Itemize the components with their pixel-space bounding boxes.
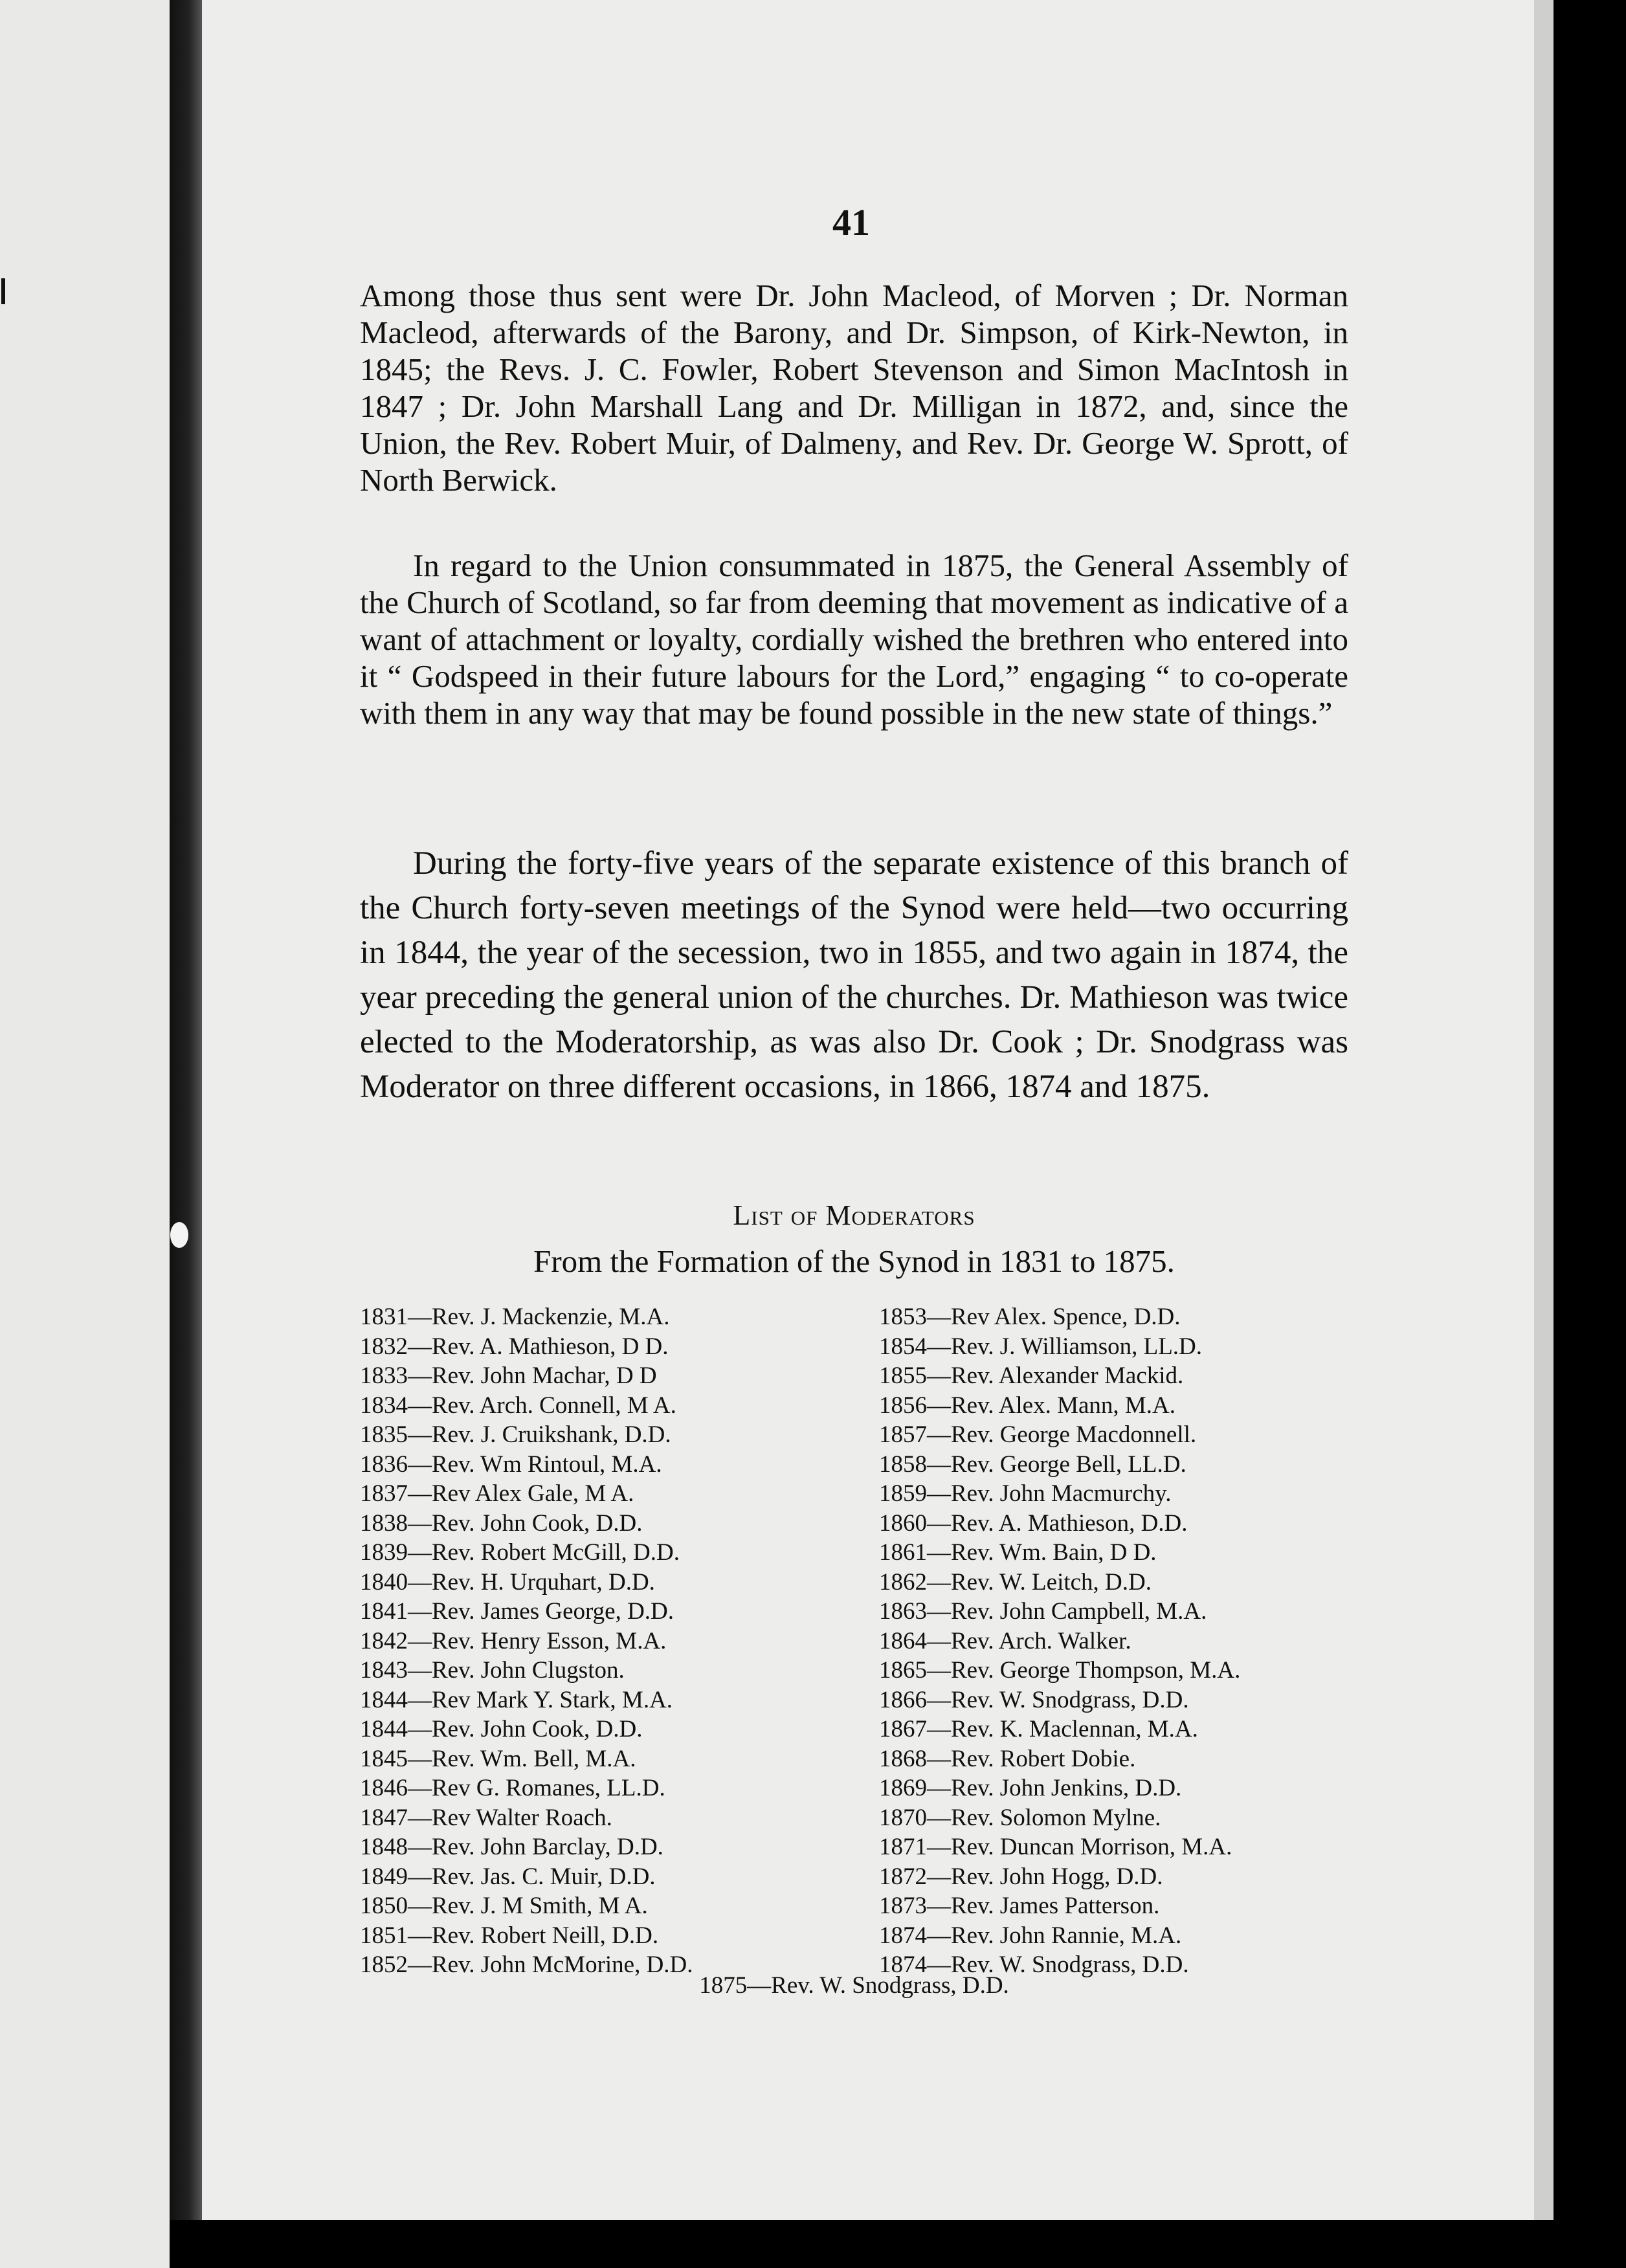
moderator-entry: 1858—Rev. George Bell, LL.D. bbox=[879, 1451, 1186, 1478]
moderator-entry: 1866—Rev. W. Snodgrass, D.D. bbox=[879, 1686, 1189, 1713]
moderator-entry: 1851—Rev. Robert Neill, D.D. bbox=[360, 1922, 659, 1949]
final-moderator-entry: 1875—Rev. W. Snodgrass, D.D. bbox=[699, 1972, 1009, 1999]
moderator-entry: 1855—Rev. Alexander Mackid. bbox=[879, 1362, 1184, 1389]
moderator-entry: 1864—Rev. Arch. Walker. bbox=[879, 1627, 1131, 1654]
moderator-entry: 1874—Rev. John Rannie, M.A. bbox=[879, 1922, 1182, 1949]
page-edge-shadow bbox=[1534, 0, 1554, 2220]
moderator-entry: 1868—Rev. Robert Dobie. bbox=[879, 1745, 1136, 1772]
moderator-entry: 1857—Rev. George Macdonnell. bbox=[879, 1421, 1197, 1448]
moderator-entry: 1832—Rev. A. Mathieson, D D. bbox=[360, 1333, 669, 1360]
moderator-entry: 1847—Rev Walter Roach. bbox=[360, 1804, 612, 1831]
moderator-entry: 1870—Rev. Solomon Mylne. bbox=[879, 1804, 1161, 1831]
moderator-entry: 1850—Rev. J. M Smith, M A. bbox=[360, 1893, 648, 1919]
moderator-entry: 1853—Rev Alex. Spence, D.D. bbox=[879, 1304, 1181, 1330]
moderator-entry: 1874—Rev. W. Snodgrass, D.D. bbox=[879, 1951, 1189, 1978]
moderator-entry: 1845—Rev. Wm. Bell, M.A. bbox=[360, 1745, 636, 1772]
paragraph-3-text: During the forty-five years of the separate existence of this branch of the Church forty-seven meetings of the Synod were held—two occurring in 1844, the year of the secession, two in 1855, and two again in 1874, the year preceding the general union of the churches. Dr. Mathieson was twice elected to the Moderatorship, as was also Dr. Cook ; Dr. Snodgrass was Moderator on three different occasions, in 1866, 1874 and 1875. bbox=[360, 845, 1348, 1105]
paper-speck bbox=[170, 1222, 188, 1248]
moderator-entry: 1836—Rev. Wm Rintoul, M.A. bbox=[360, 1451, 662, 1478]
moderator-entry: 1865—Rev. George Thompson, M.A. bbox=[879, 1657, 1241, 1684]
moderator-entry: 1867—Rev. K. Maclennan, M.A. bbox=[879, 1716, 1198, 1742]
moderator-entry: 1834—Rev. Arch. Connell, M A. bbox=[360, 1392, 676, 1419]
list-subtitle: From the Formation of the Synod in 1831 to 1875. bbox=[533, 1243, 1175, 1279]
moderator-entry: 1844—Rev. John Cook, D.D. bbox=[360, 1716, 643, 1742]
moderator-entry: 1860—Rev. A. Mathieson, D.D. bbox=[879, 1509, 1188, 1537]
moderator-entry: 1844—Rev Mark Y. Stark, M.A. bbox=[360, 1686, 673, 1713]
moderator-entry: 1862—Rev. W. Leitch, D.D. bbox=[879, 1568, 1152, 1595]
moderator-entry: 1854—Rev. J. Williamson, LL.D. bbox=[879, 1333, 1203, 1360]
adjacent-page-edge bbox=[0, 0, 170, 2268]
moderator-entry: 1843—Rev. John Clugston. bbox=[360, 1657, 625, 1684]
moderator-entry: 1852—Rev. John McMorine, D.D. bbox=[360, 1951, 693, 1978]
moderator-entry: 1856—Rev. Alex. Mann, M.A. bbox=[879, 1392, 1176, 1419]
moderator-entry: 1863—Rev. John Campbell, M.A. bbox=[879, 1598, 1207, 1625]
moderator-entry: 1872—Rev. John Hogg, D.D. bbox=[879, 1863, 1163, 1890]
moderator-entry: 1842—Rev. Henry Esson, M.A. bbox=[360, 1627, 667, 1654]
page-number: 41 bbox=[832, 201, 870, 243]
moderator-entry: 1869—Rev. John Jenkins, D.D. bbox=[879, 1775, 1182, 1801]
moderator-entry: 1838—Rev. John Cook, D.D. bbox=[360, 1509, 643, 1537]
scan-border bbox=[170, 2220, 1626, 2268]
book-gutter bbox=[170, 0, 202, 2268]
moderator-entry: 1849—Rev. Jas. C. Muir, D.D. bbox=[360, 1863, 656, 1890]
moderators-column-right bbox=[879, 1302, 1240, 1980]
moderator-entry: 1841—Rev. James George, D.D. bbox=[360, 1598, 674, 1625]
moderator-entry: 1861—Rev. Wm. Bain, D D. bbox=[879, 1539, 1157, 1566]
moderators-column-left bbox=[360, 1302, 693, 1980]
paragraph-3 bbox=[360, 841, 1348, 1109]
paragraph-1: Among those thus sent were Dr. John Macleod, of Morven ; Dr. Norman Macleod, afterwards of the Barony, and Dr. Simpson, of Kirk-Newton, in 1845; the Revs. J. C. Fowler, Robert Stevenson and Simon MacIntosh in 1847 ; Dr. John Marshall Lang and Dr. Milligan in 1872, and, since the Union, the Rev. Robert Muir, of Dalmeny, and Rev. Dr. George W. Sprott, of North Berwick. bbox=[360, 278, 1348, 498]
moderator-entry: 1871—Rev. Duncan Morrison, M.A. bbox=[879, 1834, 1232, 1860]
paragraph-2 bbox=[360, 547, 1348, 731]
adjacent-page-mark bbox=[1, 278, 5, 304]
moderator-entry: 1831—Rev. J. Mackenzie, M.A. bbox=[360, 1304, 670, 1330]
moderator-entry: 1846—Rev G. Romanes, LL.D. bbox=[360, 1775, 665, 1801]
moderator-entry: 1873—Rev. James Patterson. bbox=[879, 1893, 1160, 1919]
paragraph-2-text: In regard to the Union consummated in 1875, the General Assembly of the Church of Scotland, so far from deeming that movement as indicative of a want of attachment or loyalty, cordially wished the brethren who entered into it “ Godspeed in their future labours for the Lord,” engaging “ to co-operate with them in any way that may be found possible in the new state of things.” bbox=[360, 548, 1348, 731]
moderator-entry: 1839—Rev. Robert McGill, D.D. bbox=[360, 1539, 680, 1566]
moderator-entry: 1859—Rev. John Macmurchy. bbox=[879, 1480, 1172, 1507]
moderator-entry: 1837—Rev Alex Gale, M A. bbox=[360, 1480, 634, 1507]
moderator-entry: 1835—Rev. J. Cruikshank, D.D. bbox=[360, 1421, 671, 1448]
moderator-entry: 1833—Rev. John Machar, D D bbox=[360, 1362, 657, 1389]
moderator-entry: 1848—Rev. John Barclay, D.D. bbox=[360, 1834, 663, 1860]
list-title: List of Moderators bbox=[733, 1199, 975, 1231]
moderator-entry: 1840—Rev. H. Urquhart, D.D. bbox=[360, 1568, 655, 1595]
